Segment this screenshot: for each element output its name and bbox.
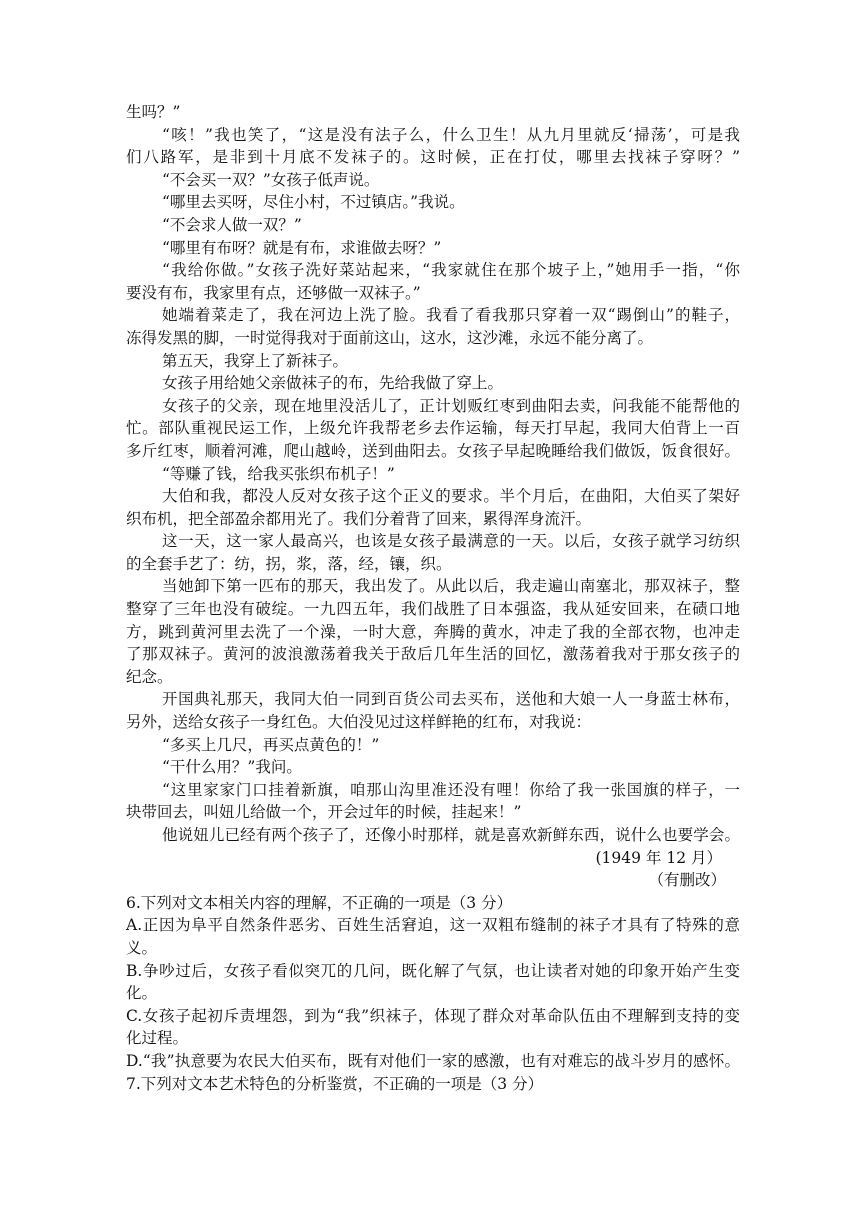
story-line: “多买上几尺，再买点黄色的！”	[162, 735, 380, 754]
story-line: 他说妞儿已经有两个孩子了，还像小时那样，就是喜欢新鲜东西，说什么也要学会。	[162, 826, 740, 844]
option-c: C.女孩子起初斥责埋怨，到为“我”织袜子，体现了群众对革命队伍由不理解到支持的变	[126, 1006, 740, 1025]
story-line: 了那双袜子。黄河的波浪激荡着我关于敌后几年生活的回忆，激荡着我对于那女孩子的	[126, 645, 740, 664]
story-line: “哪里去买呀，尽住小村，不过镇店。”我说。	[162, 193, 465, 212]
story-line: “哪里有布呀？就是有布，求谁做去呀？”	[162, 238, 442, 257]
story-line: 这一天，这一家人最高兴，也该是女孩子最满意的一天。以后，女孩子就学习纺织	[162, 532, 740, 551]
story-line: “咳！”我也笑了，“这是没有法子么，什么卫生！从九月里就反‘掃荡’，可是我	[162, 125, 740, 144]
story-line: 织布机，把全部盈余都用光了。我们分着背了回来，累得浑身流汗。	[126, 509, 592, 528]
story-line: 生吗？”	[126, 103, 181, 121]
story-line: 开国典礼那天，我同大伯一同到百货公司去买布，送他和大娘一人一身蓝士林布，	[162, 690, 740, 709]
option-b-cont: 化。	[126, 984, 158, 1003]
story-line: 女孩子的父亲，现在地里没活儿了，正计划贩红枣到曲阳去卖，问我能不能帮他的	[162, 396, 740, 415]
story-line: 忙。部队重视民运工作，上级允许我帮老乡去作运输，每天打早起，我同大伯背上一百	[126, 419, 740, 438]
story-line: 要没有布，我家里有点，还够做一双袜子。”	[126, 283, 421, 302]
story-line: “我给你做。”女孩子洗好菜站起来，“我家就住在那个坡子上，”她用手一指，“你	[162, 261, 740, 280]
story-line: 的全套手艺了：纺，拐，浆，落，经，镶，织。	[126, 554, 452, 573]
story-line: “这里家家门口挂着新旗，咱那山沟里准还没有哩！你给了我一张国旗的样子，一	[162, 780, 740, 799]
story-line: 当她卸下第一匹布的那天，我出发了。从此以后，我走遍山南塞北，那双袜子，整	[162, 577, 740, 596]
option-d: D.“我”执意要为农民大伯买布，既有对他们一家的感激，也有对难忘的战斗岁月的感怀。	[126, 1051, 740, 1070]
document-page	[126, 101, 740, 1095]
option-b: B.争吵过后，女孩子看似突兀的几问，既化解了气氛，也让读者对她的印象开始产生变	[126, 961, 740, 980]
question-7	[126, 1073, 740, 1096]
story-line: 另外，送给女孩子一身红色。大伯没见过这样鲜艳的红布，对我说：	[126, 713, 592, 732]
story-line: 第五天，我穿上了新袜子。	[162, 351, 349, 370]
story-line: 她端着菜走了，我在河边上洗了脸。我看了看我那只穿着一双“踢倒山”的鞋子，	[162, 306, 740, 325]
question-6	[126, 892, 740, 1073]
story-text	[126, 101, 740, 892]
story-line: “等赚了钱，给我买张织布机子！”	[162, 464, 395, 483]
story-line: “干什么用？”我问。	[162, 758, 302, 777]
story-line: 多斤红枣，顺着河滩，爬山越岭，送到曲阳去。女孩子早起晚睡给我们做饭，饭食很好。	[126, 441, 740, 460]
question-stem: 7.下列对文本艺术特色的分析鉴赏，不正确的一项是（3 分）	[126, 1074, 544, 1093]
story-line: “不会买一双？”女孩子低声说。	[162, 170, 380, 189]
story-line: 冻得发黑的脚，一时觉得我对于面前这山，这水，这沙滩，永远不能分离了。	[126, 328, 654, 347]
story-line: 整穿了三年也没有破绽。一九四五年，我们战胜了日本强盗，我从延安回来，在碛口地	[126, 600, 740, 619]
story-line: 大伯和我，都没人反对女孩子这个正义的要求。半个月后，在曲阳，大伯买了架好	[162, 487, 740, 506]
option-a-cont: 义。	[126, 938, 158, 957]
question-stem: 6.下列对文本相关内容的理解，不正确的一项是（3 分）	[126, 893, 513, 912]
story-line: 方，跳到黄河里去洗了一个澡，一时大意，奔腾的黄水，冲走了我的全部衣物，也冲走	[126, 622, 740, 641]
story-line: 纪念。	[126, 667, 173, 686]
story-line: 女孩子用给她父亲做袜子的布，先给我做了穿上。	[162, 374, 504, 393]
story-line: 块带回去，叫妞儿给做一个，开会过年的时候，挂起来！”	[126, 803, 522, 822]
story-note: （有删改）	[648, 871, 726, 890]
option-a: A.正因为阜平自然条件恶劣、百姓生活窘迫，这一双粗布缝制的袜子才具有了特殊的意	[126, 916, 740, 935]
story-line: “不会求人做一双？”	[162, 215, 302, 234]
option-c-cont: 化过程。	[126, 1029, 189, 1048]
story-line: 们八路军，是非到十月底不发袜子的。这时候，正在打仗，哪里去找袜子穿呀？”	[126, 148, 740, 167]
story-date: (1949 年 12 月）	[595, 848, 722, 867]
